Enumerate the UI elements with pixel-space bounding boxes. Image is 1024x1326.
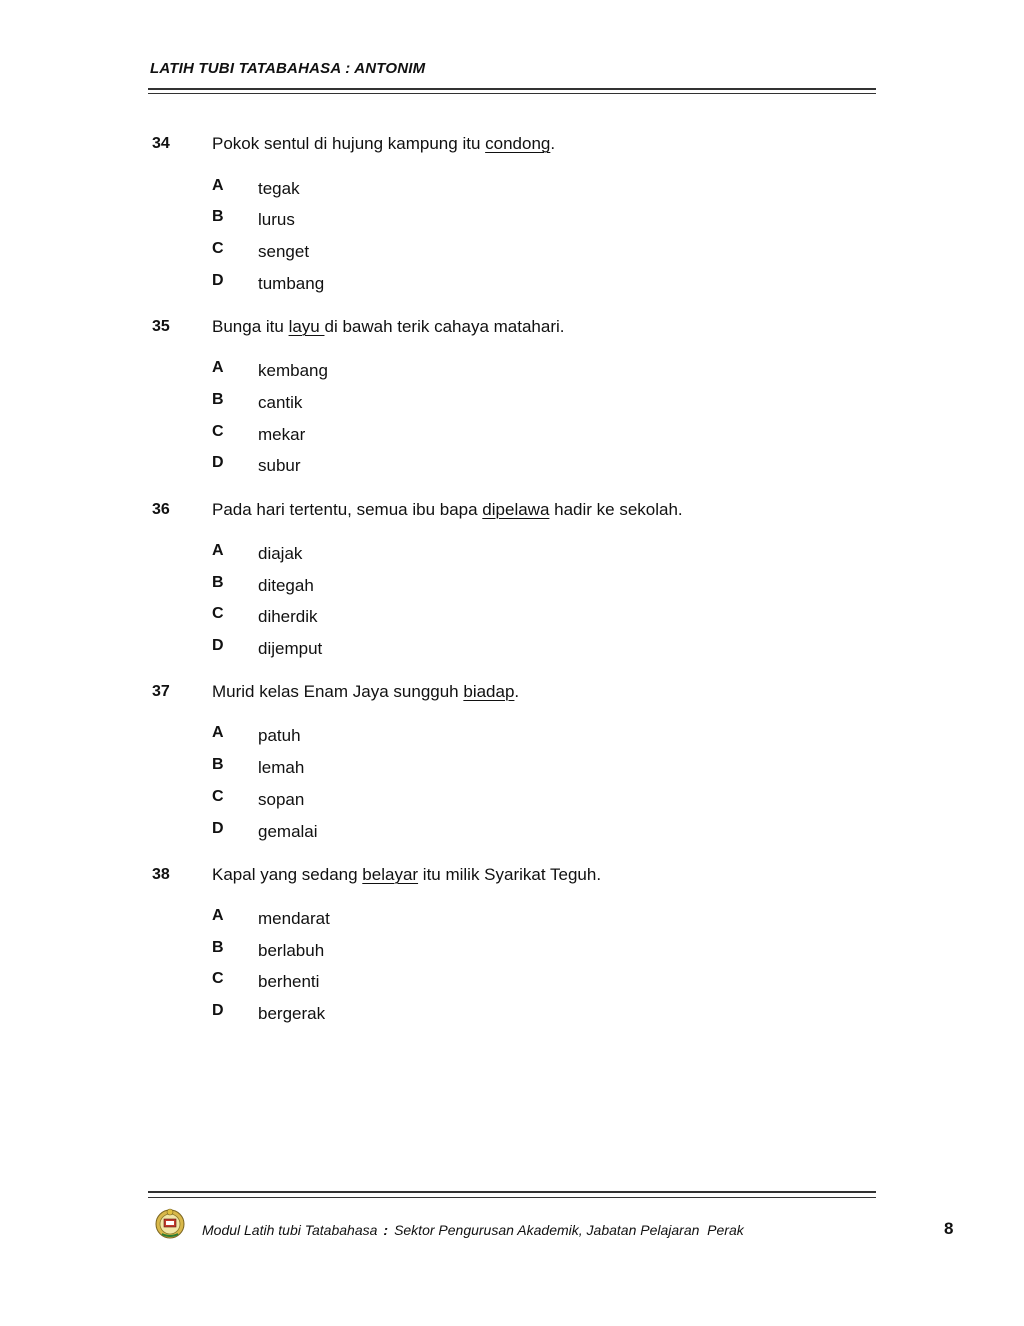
question-number: 35 — [152, 318, 170, 335]
option-letter: C — [212, 423, 224, 440]
option-38-b — [0, 941, 1024, 965]
option-text: kembang — [258, 361, 328, 380]
page-number: 8 — [944, 1219, 954, 1238]
option-37-d — [0, 822, 1024, 846]
question-number: 34 — [152, 135, 170, 152]
option-36-b — [0, 576, 1024, 600]
question-stem: Pada hari tertentu, semua ibu bapa dipelawa hadir ke sekolah. — [212, 500, 683, 519]
page-header-title: LATIH TUBI TATABAHASA : ANTONIM — [150, 60, 426, 77]
option-36-c — [0, 607, 1024, 631]
state-crest-icon — [154, 1206, 186, 1240]
option-text: bergerak — [258, 1004, 326, 1023]
target-word: belayar — [362, 865, 419, 884]
option-letter: D — [212, 820, 224, 837]
target-word: biadap — [463, 682, 515, 701]
option-letter: B — [212, 574, 224, 591]
option-letter: A — [212, 724, 224, 741]
question-stem: Bunga itu layu di bawah terik cahaya matahari. — [212, 317, 565, 336]
question-number: 37 — [152, 683, 170, 700]
footer-rule-top — [148, 1191, 876, 1193]
option-text: gemalai — [258, 822, 318, 841]
option-38-c — [0, 972, 1024, 996]
option-letter: A — [212, 542, 224, 559]
option-35-c — [0, 425, 1024, 449]
option-letter: C — [212, 605, 224, 622]
option-letter: A — [212, 359, 224, 376]
question-stem: Kapal yang sedang belayar itu milik Syarikat Teguh. — [212, 865, 602, 884]
footer-module-name: Modul Latih tubi Tatabahasa — [202, 1222, 378, 1238]
footer-separator: : — [383, 1222, 389, 1238]
option-letter: D — [212, 454, 224, 471]
option-letter: B — [212, 208, 224, 225]
header-rule-top — [148, 88, 876, 90]
option-letter: B — [212, 391, 224, 408]
question-stem: Murid kelas Enam Jaya sungguh biadap. — [212, 682, 520, 701]
option-letter: C — [212, 240, 224, 257]
option-letter: D — [212, 1002, 224, 1019]
option-letter: C — [212, 788, 224, 805]
option-37-b — [0, 758, 1024, 782]
option-38-a — [0, 909, 1024, 933]
target-word: layu — [288, 317, 325, 336]
option-letter: B — [212, 756, 224, 773]
option-34-b — [0, 210, 1024, 234]
option-letter: C — [212, 970, 224, 987]
option-text: lemah — [258, 758, 305, 777]
question-number: 38 — [152, 866, 170, 883]
option-36-d — [0, 639, 1024, 663]
option-letter: A — [212, 907, 224, 924]
target-word: condong — [485, 134, 551, 153]
option-text: cantik — [258, 393, 303, 412]
option-text: mekar — [258, 425, 306, 444]
option-35-b — [0, 393, 1024, 417]
option-letter: D — [212, 637, 224, 654]
option-text: tumbang — [258, 274, 325, 293]
option-36-a — [0, 544, 1024, 568]
option-letter: D — [212, 272, 224, 289]
option-text: lurus — [258, 210, 295, 229]
option-35-a — [0, 361, 1024, 385]
option-text: dijemput — [258, 639, 323, 658]
footer-department: Sektor Pengurusan Akademik, Jabatan Pelajaran Perak — [394, 1222, 744, 1238]
option-37-c — [0, 790, 1024, 814]
option-text: ditegah — [258, 576, 314, 595]
option-37-a — [0, 726, 1024, 750]
option-text: patuh — [258, 726, 301, 745]
target-word: dipelawa — [482, 500, 550, 519]
option-text: subur — [258, 456, 301, 475]
option-text: diajak — [258, 544, 303, 563]
option-text: berlabuh — [258, 941, 325, 960]
header-rule-bottom — [148, 93, 876, 94]
question-number: 36 — [152, 501, 170, 518]
option-text: diherdik — [258, 607, 318, 626]
option-34-a — [0, 179, 1024, 203]
footer-text — [202, 1222, 744, 1238]
option-letter: B — [212, 939, 224, 956]
footer-rule-bottom — [148, 1197, 876, 1198]
option-text: tegak — [258, 179, 300, 198]
option-34-c — [0, 242, 1024, 266]
option-text: berhenti — [258, 972, 320, 991]
option-text: senget — [258, 242, 310, 261]
option-38-d — [0, 1004, 1024, 1028]
option-letter: A — [212, 177, 224, 194]
option-text: mendarat — [258, 909, 330, 928]
option-35-d — [0, 456, 1024, 480]
option-34-d — [0, 274, 1024, 298]
option-text: sopan — [258, 790, 305, 809]
question-stem: Pokok sentul di hujung kampung itu condong. — [212, 134, 556, 153]
